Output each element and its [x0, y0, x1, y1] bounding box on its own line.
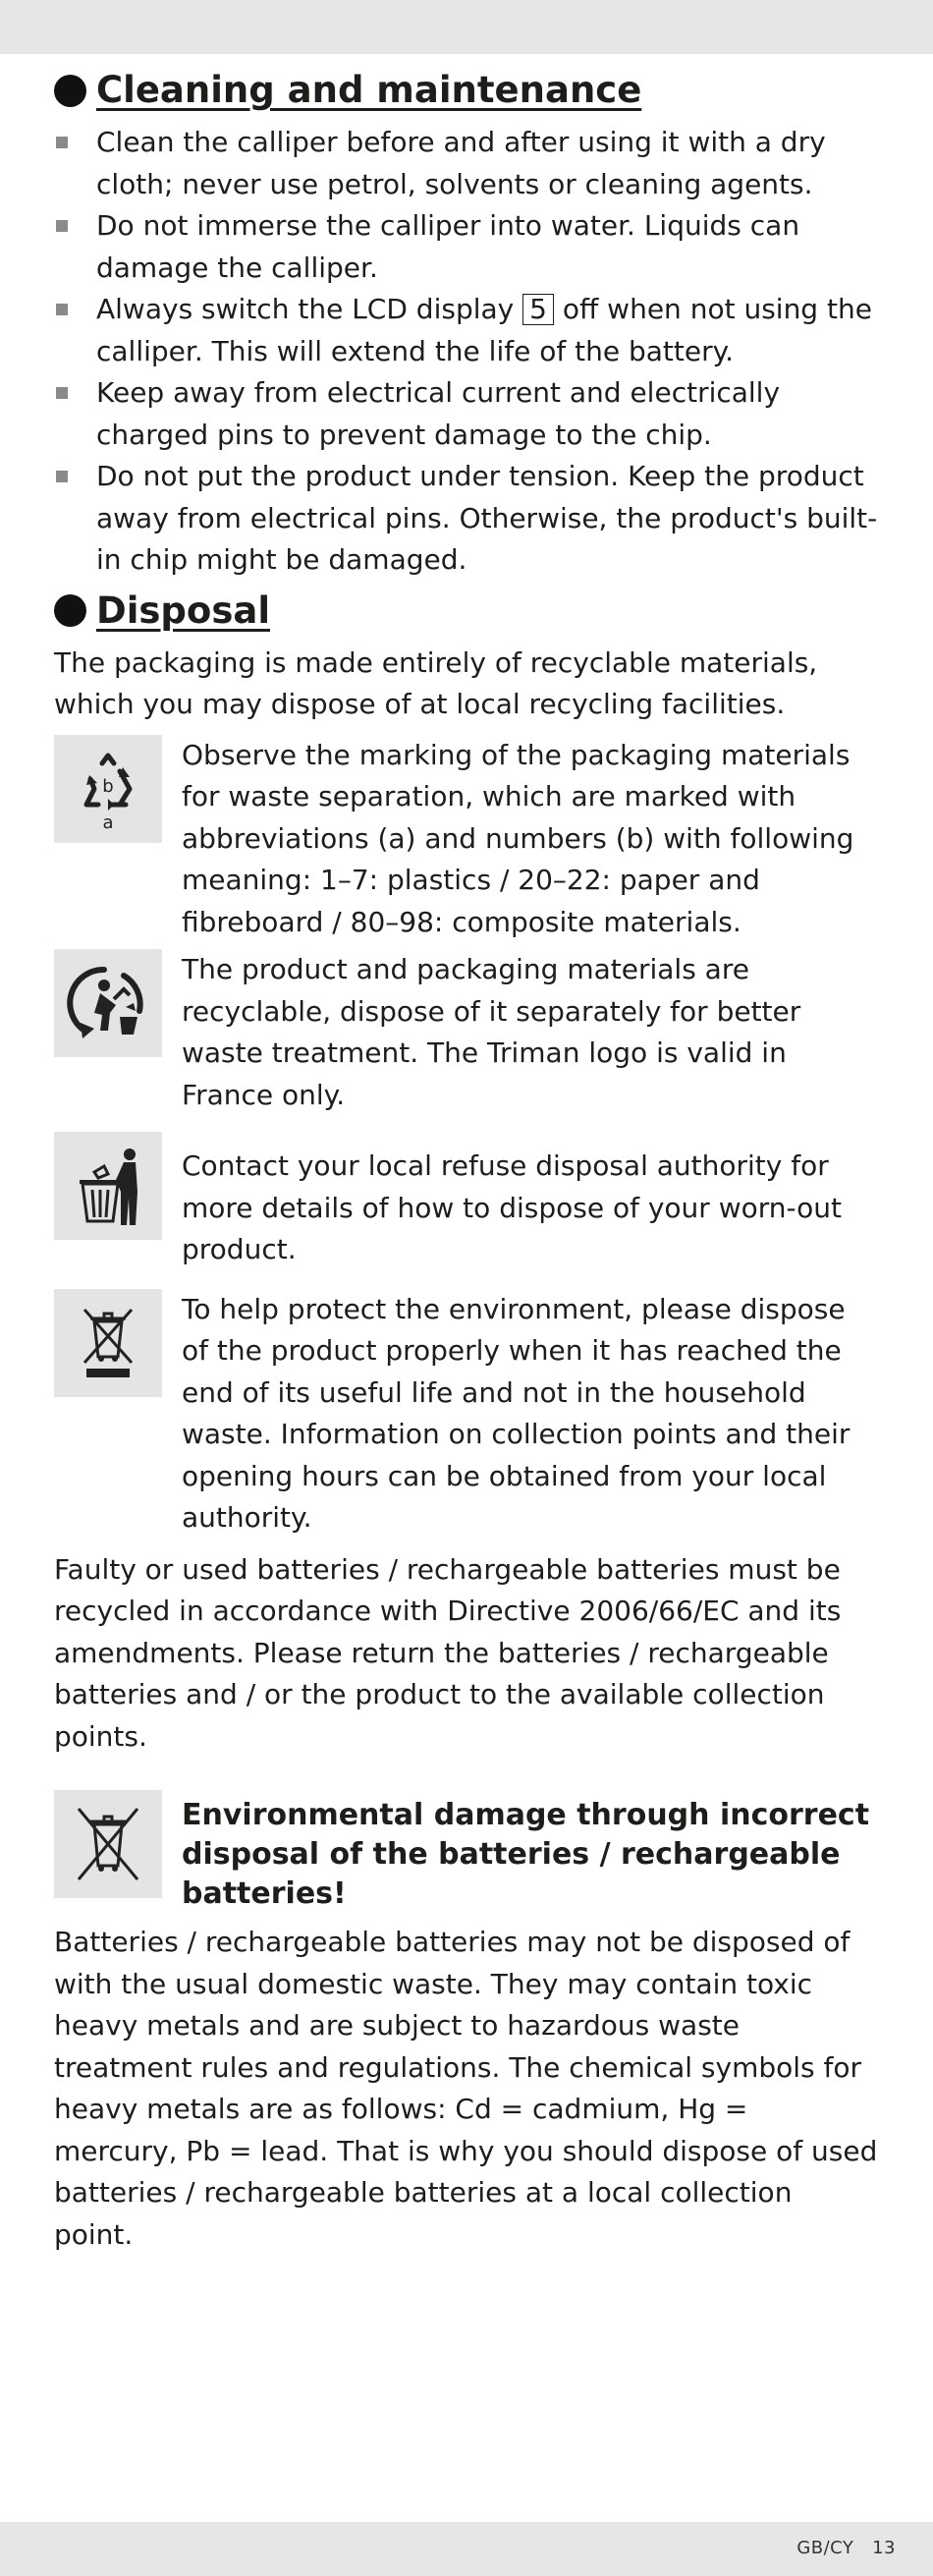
cleaning-heading: [54, 61, 879, 120]
crossed-battery-bin-icon: [54, 1790, 162, 1898]
disposal-intro: The packaging is made entirely of recyclable materials, which you may dispose of at local recycling facilities.: [54, 645, 818, 720]
battery-warning-title: Environmental damage through incorrect disposal of the batteries / rechargeable batteries!: [182, 1798, 870, 1911]
cleaning-list: [54, 122, 879, 582]
list-item: [54, 289, 879, 372]
top-margin-bar: [0, 0, 933, 54]
disposal-info-row: [54, 735, 879, 944]
list-item: Do not immerse the calliper into water. Liquids can damage the calliper.: [54, 205, 879, 289]
recycling-code-text: Observe the marking of the packaging materials for waste separation, which are marked with abbreviations (a) and numbers (b) with following meaning: 1–7: plastics / 20–22: paper and fibreboard / 80–98: composite materials.: [182, 738, 854, 938]
battery-warning-text: Batteries / rechargeable batteries may not be disposed of with the usual domestic waste. They may contain toxic heavy metals and are subject to hazardous waste treatment rules and regulations. The chemical symbols for heavy metals are as follows: Cd = cadmium, Hg = mercury, Pb = lead. That is why you should dispose of used batteries / rechargeable batteries at a local collection point.: [54, 1926, 878, 2251]
recycling-code-b-label: b: [102, 775, 114, 797]
triman-icon: [54, 949, 162, 1057]
bullet-dot-icon: [54, 75, 86, 107]
list-item-text: off when not using the calliper. This will extend the life of the battery.: [96, 293, 872, 367]
triman-text: The product and packaging materials are recyclable, dispose of it separately for better waste treatment. The Triman logo is valid in France only.: [182, 953, 801, 1111]
refuse-authority-text: Contact your local refuse disposal authority for more details of how to dispose of your worn-out product.: [182, 1149, 842, 1265]
list-item: Clean the calliper before and after using it with a dry cloth; never use petrol, solvents or cleaning agents.: [54, 122, 879, 205]
footer-page-number: 13: [872, 2538, 896, 2558]
component-reference-number: 5: [522, 294, 554, 325]
disposal-heading: [54, 582, 879, 641]
page-number: [796, 2538, 896, 2558]
disposal-heading-text: Disposal: [96, 588, 270, 632]
list-item: Do not put the product under tension. Keep the product away from electrical pins. Otherwise, the product's built-in chip might be damaged.: [54, 456, 879, 582]
cleaning-heading-text: Cleaning and maintenance: [96, 69, 642, 111]
list-item-text: Always switch the LCD display: [96, 293, 523, 325]
environment-text: To help protect the environment, please dispose of the product properly when it has reached the end of its useful life and not in the household waste. Information on collection points and their opening hours can be obtained from your local authority.: [182, 1292, 851, 1534]
batteries-directive-text: Faulty or used batteries / rechargeable batteries must be recycled in accordance with Directive 2006/66/EC and its amendments. Please return the batteries / rechargeable batteries and / or the product to the available collection points.: [54, 1552, 842, 1753]
waste-bin-person-icon: [54, 1132, 162, 1240]
disposal-info-row: [54, 1132, 879, 1271]
footer-bar: [0, 2522, 933, 2576]
battery-warning-row: [54, 1790, 879, 1914]
disposal-info-row: [54, 1289, 879, 1540]
recycling-code-a-label: a: [102, 812, 114, 832]
footer-region: GB/CY: [796, 2538, 854, 2558]
page-content: [54, 61, 879, 2256]
disposal-info-row: [54, 949, 879, 1116]
bullet-dot-icon: [54, 594, 86, 627]
list-item: Keep away from electrical current and electrically charged pins to prevent damage to the chip.: [54, 372, 879, 456]
recycling-code-icon: [54, 735, 162, 843]
crossed-bin-icon: [54, 1289, 162, 1397]
